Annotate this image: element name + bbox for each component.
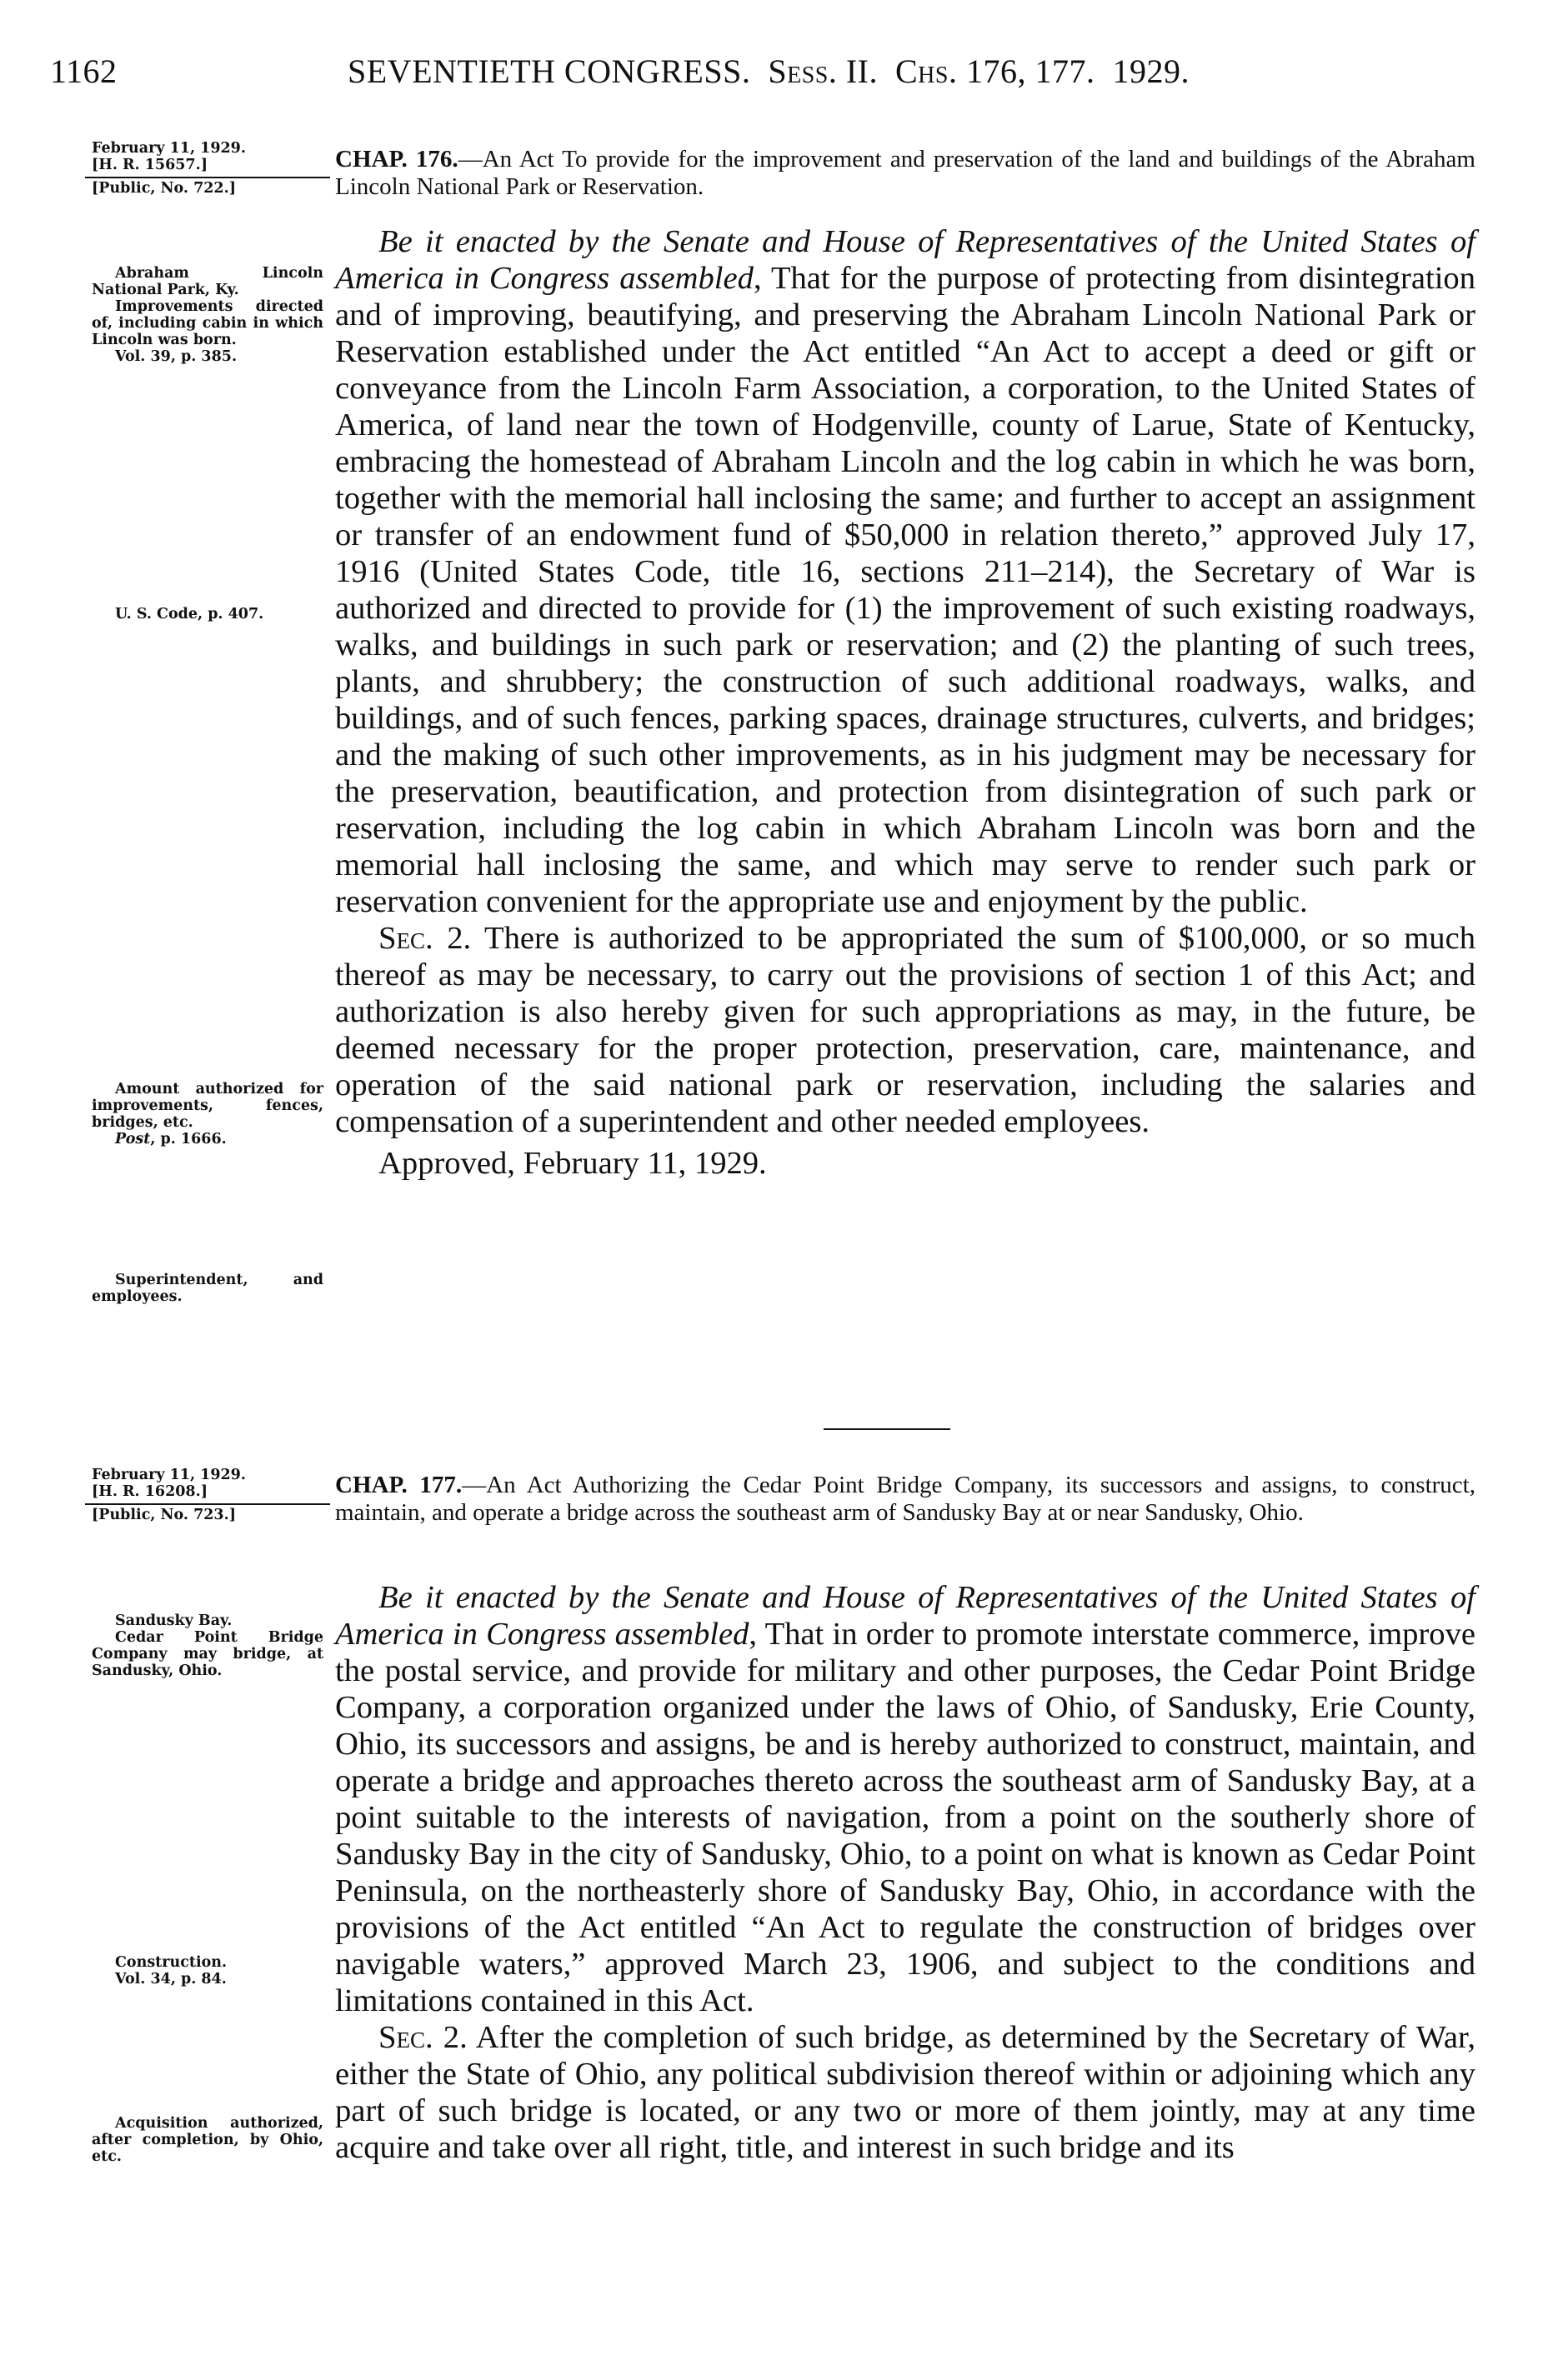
chap176-label: CHAP. 176.	[335, 146, 458, 172]
section-label: Sec. 2.	[378, 2020, 468, 2055]
chap176-section-2: Sec. 2. There is authorized to be appropriated the sum of $100,000, or so much thereof as may be necessary, to carry out the provisions of section 1 of this Act; and authorization is also hereby given for such appropriations as may, in the future, be deemed necessary for the proper protection, preservation, care, maintenance, and operation of the said national park or reservation, including the salaries and compensation of a superintendent and other needed employees.	[335, 921, 1475, 1139]
chap176-text	[335, 223, 1475, 1182]
margin-note-ref: Post, p. 1666.	[115, 1131, 227, 1148]
chap176-date: February 11, 1929.	[92, 140, 246, 157]
chap177-date: February 11, 1929.	[92, 1467, 246, 1483]
margin-note: Amount authorized for improvements, fences, bridges, etc. Post, p. 1666.	[92, 1081, 323, 1148]
chapters-label: Chs. 176, 177.	[894, 52, 1095, 90]
margin-note: Vol. 34, p. 84.	[115, 1971, 227, 1988]
margin-note: Superintendent, and employees.	[92, 1272, 323, 1305]
chap176-sidenote-head	[92, 140, 323, 197]
chap177-section-1: Be it enacted by the Senate and House of Representatives of the United States of America in Congress assembled, That in order to promote interstate commerce, improve the postal service, and provide for military and other purposes, the Cedar Point Bridge Company, a corporation organized under the laws of Ohio, of Sandusky, Erie County, Ohio, its successors and assigns, be and is hereby authorized to construct, maintain, and operate a bridge and approaches thereto across the southeast arm of Sandusky Bay, at a point suitable to the interests of navigation, from a point on the southerly shore of Sandusky Bay in the city of Sandusky, Ohio, to a point on what is known as Cedar Point Peninsula, on the northeasterly shore of Sandusky Bay, Ohio, in accordance with the provisions of the Act entitled “An Act to regulate the construction of bridges over navigable waters,” approved March 23, 1906, and subject to the conditions and limitations contained in this Act.	[335, 1580, 1475, 2018]
margin-note: Construction. Vol. 34, p. 84.	[92, 1954, 323, 1988]
chap177-public-law: [Public, No. 723.]	[92, 1507, 236, 1523]
running-head	[50, 52, 1484, 102]
sidenote-rule	[85, 1503, 330, 1505]
chapter-divider	[824, 1428, 950, 1430]
chap176-title-text: —An Act To provide for the improvement and preservation of the land and buildings of the Abraham Lincoln National Park or Reservation.	[335, 146, 1475, 200]
chap177-title-text: —An Act Authorizing the Cedar Point Bridge Company, its successors and assigns, to construct, maintain, and operate a bridge across the southeast arm of Sandusky Bay at or near Sandusky, Ohio.	[335, 1472, 1475, 1526]
margin-note: Sandusky Bay. Cedar Point Bridge Company may bridge, at Sandusky, Ohio.	[92, 1612, 323, 1679]
chap176-approved: Approved, February 11, 1929.	[378, 1146, 767, 1181]
chap176-bill: [H. R. 15657.]	[92, 157, 208, 173]
chap177-sidenote-head	[92, 1467, 323, 1523]
margin-note: Vol. 39, p. 385.	[115, 348, 238, 365]
chap176-public-law: [Public, No. 722.]	[92, 180, 236, 197]
chap177-label: CHAP. 177.	[335, 1472, 463, 1498]
margin-note: Abraham Lincoln National Park, Ky. Improvements directed of, including cabin in which Lincoln was born. Vol. 39, p. 385.	[92, 265, 323, 365]
margin-note: U. S. Code, p. 407.	[115, 606, 264, 622]
margin-note: Acquisition authorized, after completion, by Ohio, etc.	[92, 2115, 323, 2165]
enacting-clause: Be it enacted by the Senate and House of Representatives of the United States of America in Congress assembled	[335, 1580, 1475, 1652]
year-label: 1929.	[1112, 52, 1190, 90]
margin-note: Improvements directed of, including cabin in which Lincoln was born.	[92, 298, 323, 348]
margin-note: Cedar Point Bridge Company may bridge, at Sandusky, Ohio.	[92, 1629, 323, 1679]
chap176-heading	[335, 146, 1475, 201]
running-title	[348, 52, 1190, 91]
section-label: Sec. 2.	[378, 921, 472, 956]
chap176-section-1: Be it enacted by the Senate and House of Representatives of the United States of America in Congress assembled, That for the purpose of protecting from disintegration and of improving, beautifying, and preserving the Abraham Lincoln National Park or Reservation established under the Act entitled “An Act to accept a deed or gift or conveyance from the Lincoln Farm Association, a corporation, to the United States of America, of land near the town of Hodgenville, county of Larue, State of Kentucky, embracing the homestead of Abraham Lincoln and the log cabin in which he was born, together with the memorial hall inclosing the same; and further to accept an assignment or transfer of an endowment fund of $50,000 in relation thereto,” approved July 17, 1916 (United States Code, title 16, sections 211–214), the Secretary of War is authorized and directed to provide for (1) the improvement of such existing roadways, walks, and buildings in such park or reservation; and (2) the planting of such trees, plants, and shrubbery; the construction of such additional roadways, walks, and buildings, and of such fences, parking spaces, drainage structures, culverts, and bridges; and the making of such other improvements, as in his judgment may be necessary for the preservation, beautification, and protection from disintegration of such park or reservation, including the log cabin in which Abraham Lincoln was born and the memorial hall inclosing the same, and which may serve to render such park or reservation convenient for the appropriate use and enjoyment by the public.	[335, 224, 1475, 919]
chap177-text	[335, 1579, 1475, 2166]
congress-label: SEVENTIETH CONGRESS.	[348, 52, 751, 90]
session-label: Sess. II.	[768, 52, 878, 90]
chap177-bill: [H. R. 16208.]	[92, 1483, 208, 1500]
chap177-section-2: Sec. 2. After the completion of such bridge, as determined by the Secretary of War, either the State of Ohio, any political subdivision thereof within or adjoining which any part of such bridge is located, or any two or more of them jointly, may at any time acquire and take over all right, title, and interest in such bridge and its	[335, 2020, 1475, 2165]
chap176-title	[335, 146, 1475, 201]
page-number: 1162	[50, 52, 118, 90]
chap177-title	[335, 1472, 1475, 1527]
enacting-clause: Be it enacted by the Senate and House of Representatives of the United States of America in Congress assembled	[335, 224, 1475, 296]
sidenote-rule	[85, 177, 330, 178]
chap177-heading	[335, 1472, 1475, 1527]
